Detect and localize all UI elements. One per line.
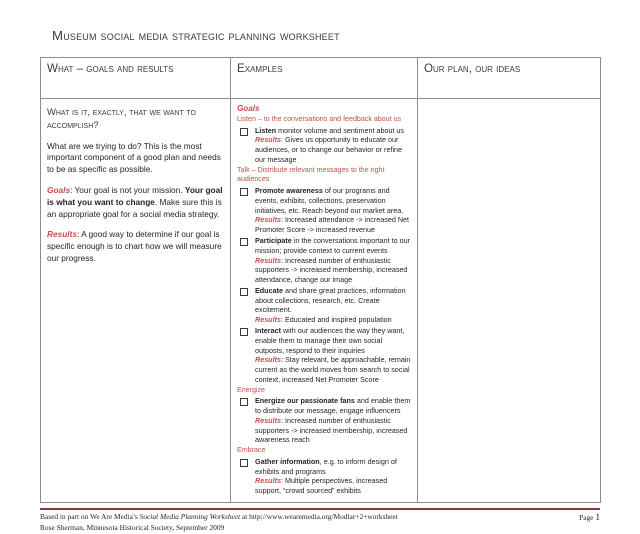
results-text: : Gives us opportunity to educate our audiences, or to change our behavior or refine our message: [255, 135, 403, 164]
footer-line-1: [40, 512, 398, 523]
checkbox-icon[interactable]: [240, 398, 248, 406]
checkbox-icon[interactable]: [240, 128, 248, 136]
page-label: Page: [579, 513, 596, 523]
results-text: : Increased number of enthusiastic supporters -> increased membership, increased awareness reach: [255, 415, 408, 445]
results-text: : Educated and inspired population: [280, 315, 392, 325]
checkbox-icon[interactable]: [240, 188, 248, 196]
checklist-item-body: [255, 236, 411, 285]
checklist-item-body: [255, 396, 411, 445]
item-text: and share great practices, information about collections, research, etc. Create excitement.: [255, 285, 406, 315]
section-header-embrace: Embrace: [237, 446, 266, 455]
goals-text-part2: . Make sure this is an appropriate goal for a social media strategy.: [47, 196, 222, 219]
results-label: Results: [255, 355, 281, 365]
footer-source-url: at http://www.wearemedia.org/Modlar+2+worksheet: [240, 512, 398, 522]
table-header-row: [41, 58, 601, 99]
item-text: monitor volume and sentiment about us: [276, 125, 405, 135]
checklist-item-body: [255, 326, 411, 385]
what-results-paragraph: [47, 229, 224, 264]
planning-worksheet-table: [40, 57, 601, 503]
item-title: Energize our passionate fans: [255, 396, 355, 406]
item-text: in the conversations important to our mission; provide context to current events: [255, 235, 411, 255]
item-title: Educate: [255, 285, 283, 295]
cell-what-goals-and-results: [41, 99, 231, 503]
checkbox-icon[interactable]: [240, 238, 248, 246]
checklist-item[interactable]: [237, 236, 411, 285]
results-label: Results: [47, 229, 77, 240]
goals-label: Goals: [47, 185, 71, 196]
item-title: Listen: [255, 125, 277, 135]
page-number: [571, 512, 600, 526]
goals-text-part1: : Your goal is not your mission.: [70, 185, 185, 196]
cell-our-plan-our-ideas[interactable]: [418, 99, 601, 503]
goals-text-bold: Your goal is what you want to change: [47, 185, 223, 207]
checklist-item[interactable]: [237, 326, 411, 385]
column-header-examples: examples: [231, 58, 418, 99]
item-text: , e.g. to inform design of exhibits and programs: [255, 456, 397, 476]
results-label: Results: [255, 135, 281, 145]
column-header-our-plan: our plan, our ideas: [418, 58, 601, 99]
results-label: Results: [255, 255, 281, 265]
results-text: : A good way to determine if our goal is specific enough is to chart how we will measure our progress.: [47, 229, 222, 263]
footer-source-title: Social Media Planning Worksheet: [139, 512, 241, 522]
what-goals-paragraph: [47, 185, 224, 220]
checklist-item-body: [255, 126, 411, 165]
section-header-talk: Talk – Distribute relevant messages to the right audiences: [237, 165, 385, 184]
item-results: [255, 315, 411, 325]
checklist-item-body: [255, 457, 411, 496]
checkbox-icon[interactable]: [240, 288, 248, 296]
checklist-item-body: [255, 286, 411, 325]
item-text: and enable them to distribute our message, engage influencers: [255, 396, 411, 416]
results-label: Results: [255, 476, 281, 486]
checklist-item[interactable]: [237, 457, 411, 496]
item-title: Promote awareness: [255, 186, 323, 196]
page-number-value: 1: [595, 513, 600, 524]
footer-source-prefix: Based in part on We Are Media’s: [40, 512, 140, 522]
item-title: Participate: [255, 235, 292, 245]
item-results: [255, 135, 411, 164]
results-text: : Increased attendance -> increased Net Promoter Score -> increased revenue: [255, 215, 410, 235]
results-label: Results: [255, 215, 281, 225]
column-header-what: What – goals and results: [41, 58, 231, 99]
page-title: Museum social media strategic planning worksheet: [52, 28, 340, 43]
results-text: : Multiple perspectives, increased support, “crowd sourced” exhibits: [255, 476, 388, 496]
item-text: with our audiences the way they want, enable them to manage their own social outposts, respond to their inquiries: [255, 325, 405, 355]
item-title: Interact: [255, 325, 281, 335]
page-footer: [40, 510, 600, 533]
checkbox-icon[interactable]: [240, 459, 248, 467]
item-title: Gather information: [255, 456, 320, 466]
checklist-item[interactable]: [237, 286, 411, 325]
what-intro-paragraph: What are we trying to do? This is the most important component of a good plan and needs to be as specific as possible.: [47, 140, 221, 175]
results-label: Results: [255, 415, 281, 425]
checklist-item[interactable]: [237, 126, 411, 165]
footer-line-2: Rose Sherman, Minnesota Historical Society, September 2009: [40, 523, 225, 533]
item-results: [255, 215, 411, 235]
item-results: [255, 476, 411, 496]
footer-credit: [40, 512, 398, 533]
results-label: Results: [255, 315, 281, 325]
checklist-item[interactable]: [237, 186, 411, 235]
results-text: : Stay relevant, be approachable, remain current as the world moves from search to social context, increased Net Promoter Score: [255, 355, 411, 384]
table-body-row: [41, 99, 601, 503]
what-question: What is it, exactly, that we want to accomplish?: [47, 106, 196, 131]
results-text: : Increased number of enthusiastic supporters -> increased membership, increased attendance, change our image: [255, 255, 408, 285]
cell-examples: [231, 99, 418, 503]
examples-heading: Goals: [237, 104, 260, 113]
item-results: [255, 416, 411, 445]
item-results: [255, 256, 411, 285]
section-header-energize: Energize: [237, 385, 265, 394]
checklist-item-body: [255, 186, 411, 235]
checkbox-icon[interactable]: [240, 328, 248, 336]
item-text: of our programs and events, exhibits, collections, preservation initiatives, etc. Reach beyond our market area.: [255, 186, 404, 215]
item-results: [255, 355, 411, 384]
section-header-listen: Listen – to the conversations and feedback about us: [237, 115, 402, 123]
checklist-item[interactable]: [237, 396, 411, 445]
